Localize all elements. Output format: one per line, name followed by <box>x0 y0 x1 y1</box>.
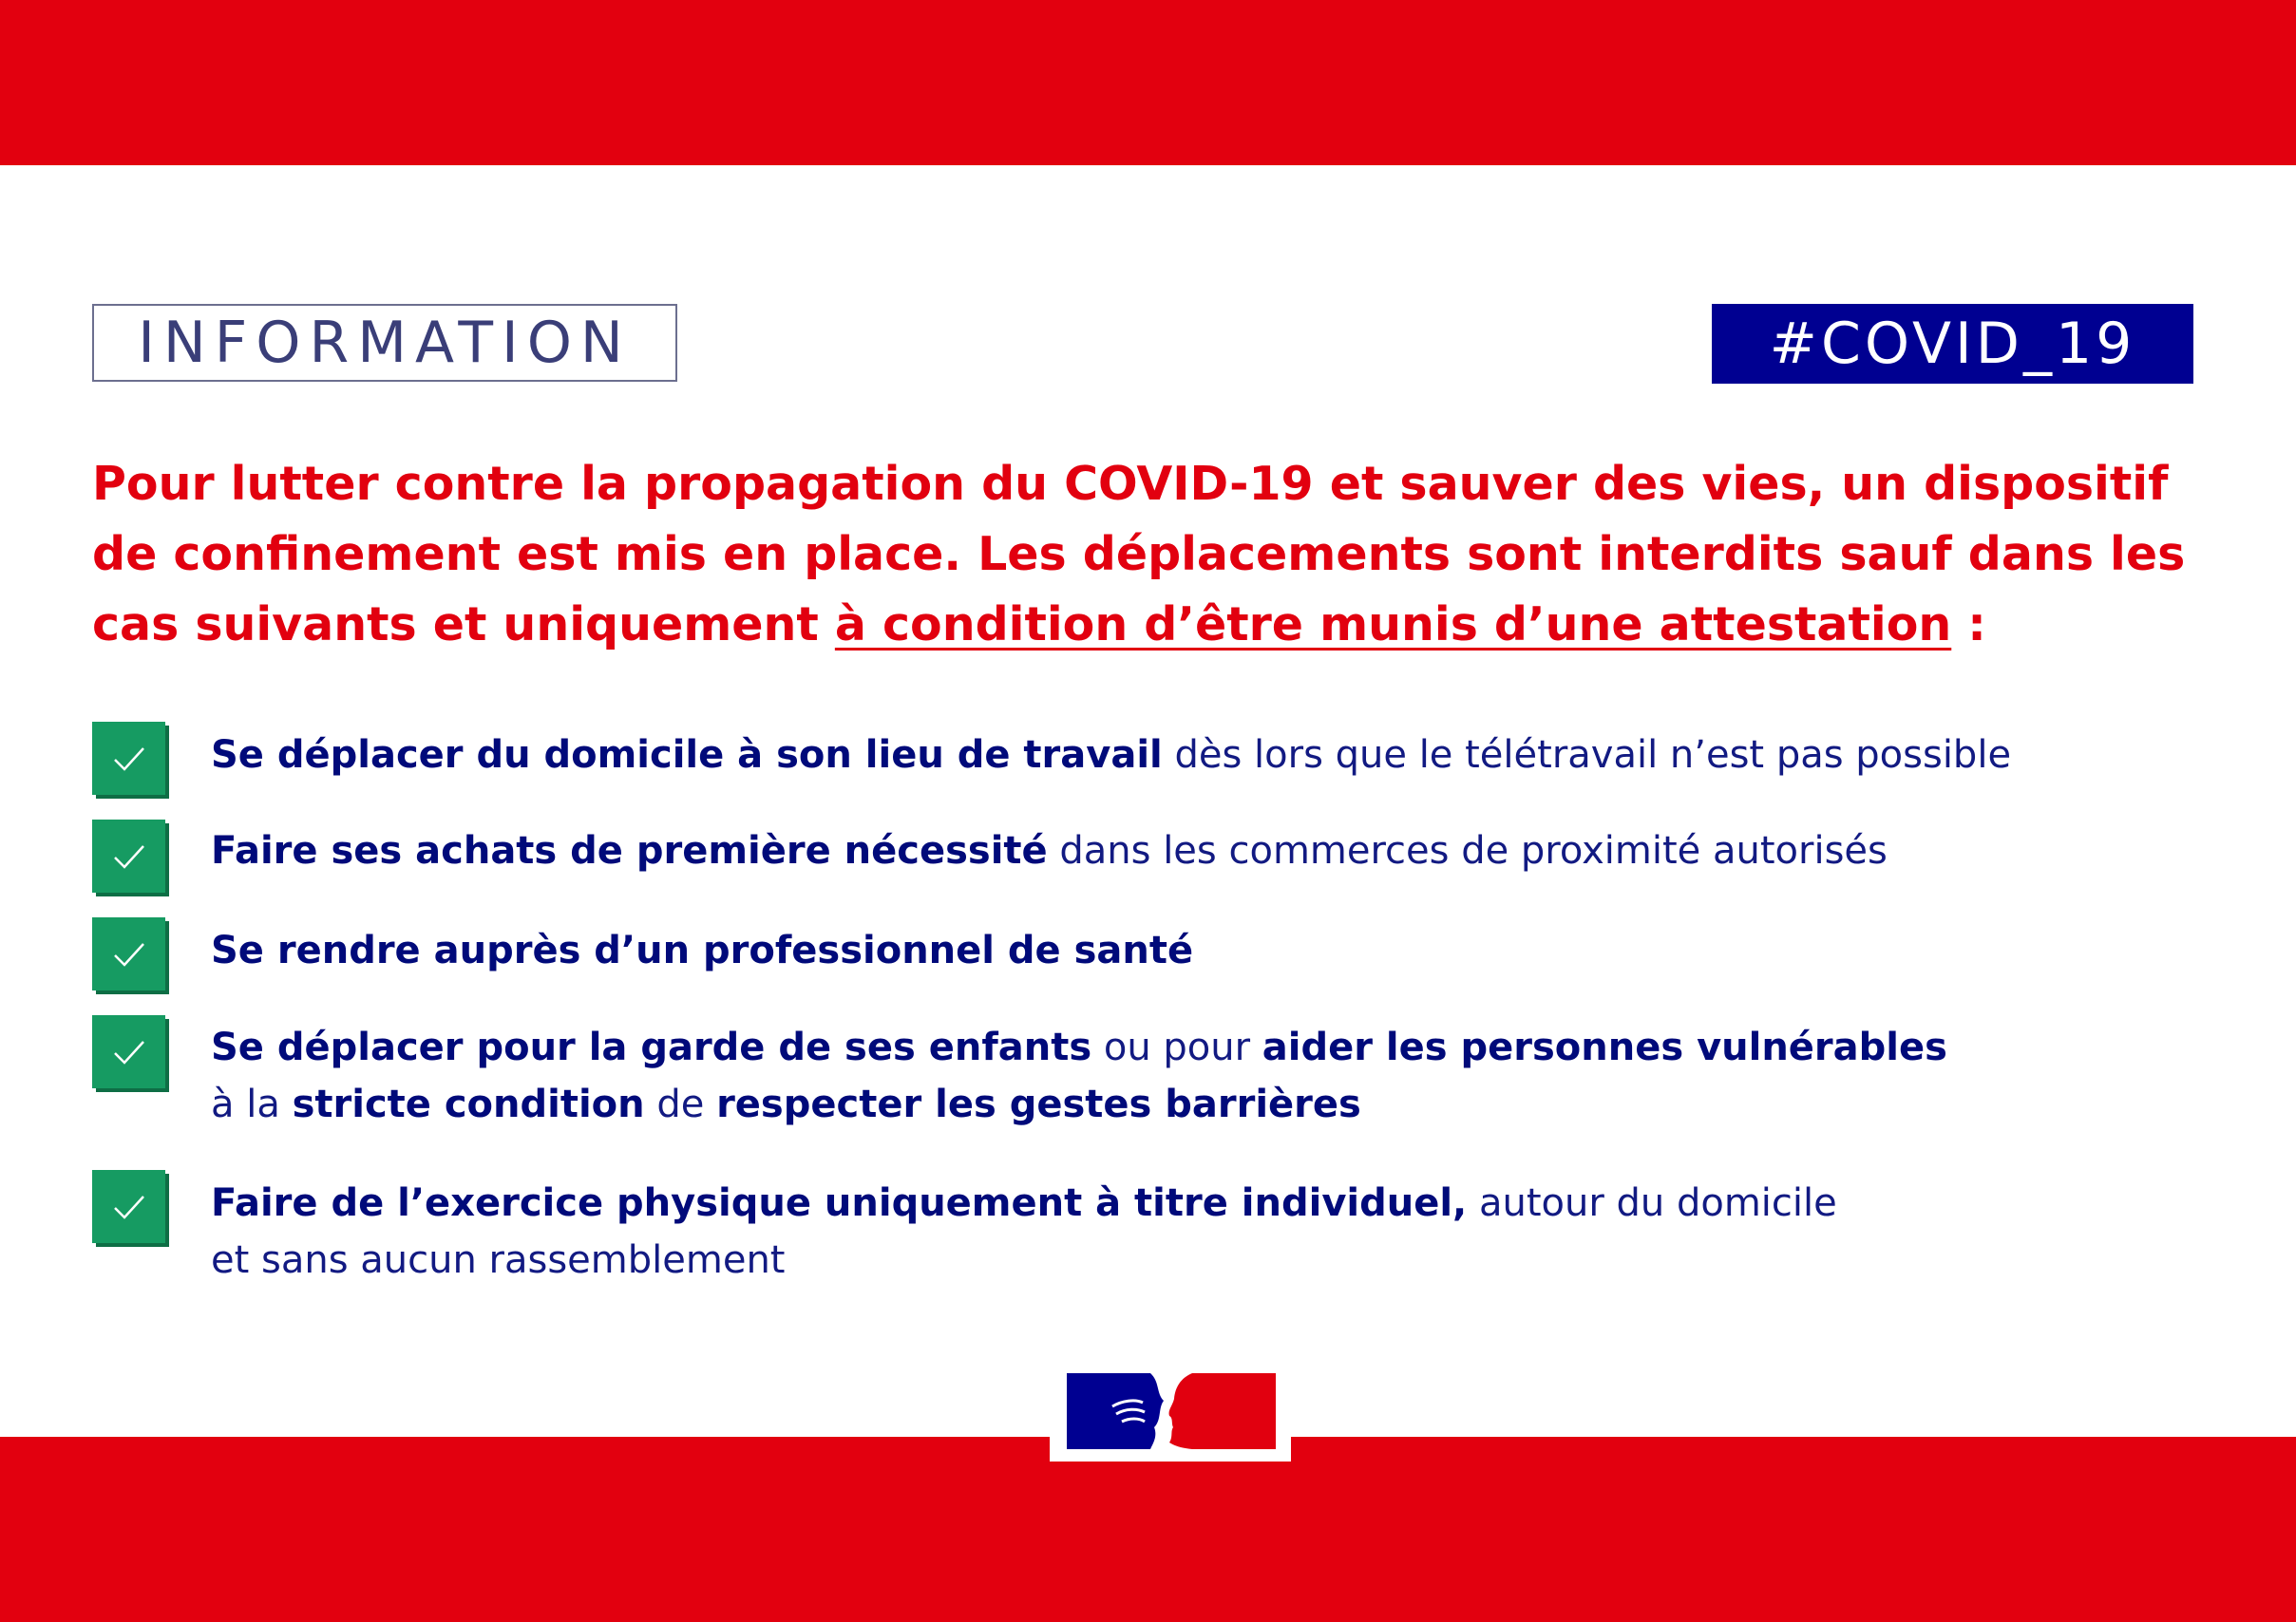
check-icon <box>92 917 165 990</box>
covid-hashtag-text: #COVID_19 <box>1769 311 2136 377</box>
list-item-bold: Faire de l’exercice physique uniquement à titre individuel, <box>211 1181 1468 1225</box>
list-item-rest: et sans aucun rassemblement <box>211 1238 786 1282</box>
list-item-text <box>211 922 2187 979</box>
list-item-bold: respecter les gestes barrières <box>716 1083 1361 1126</box>
list-item-rest: ou pour <box>1091 1026 1262 1069</box>
intro-colon: : <box>1951 597 1986 651</box>
list-item-bold: Faire ses achats de première nécessité <box>211 829 1048 873</box>
list-item-text <box>211 1019 2187 1133</box>
list-item-bold: Se rendre auprès d’un professionnel de santé <box>211 929 1194 972</box>
list-item-rest: autour du domicile <box>1467 1181 1837 1225</box>
marianne-logo <box>1050 1370 1291 1462</box>
list-item-bold: Se déplacer du domicile à son lieu de travail <box>211 733 1163 777</box>
check-icon <box>92 820 165 893</box>
list-item-rest: dans les commerces de proximité autorisés <box>1047 829 1888 873</box>
list-item-text <box>211 822 2187 879</box>
top-red-band <box>0 0 2296 165</box>
marianne-profile-icon <box>1050 1370 1291 1462</box>
list-item-rest: de <box>644 1083 717 1126</box>
bottom-red-band <box>0 1437 2296 1622</box>
list-item-bold: stricte condition <box>292 1083 645 1126</box>
list-item-text <box>211 1175 2187 1289</box>
list-item-rest: à la <box>211 1083 293 1126</box>
intro-text: Pour lutter contre la propagation du COVID-19 et sauver des vies, un dispositif de confinement est mis en place. Les déplacements sont interdits sauf dans les cas suivants et uniquement <box>92 457 2186 651</box>
check-icon <box>92 1170 165 1243</box>
information-label <box>92 304 677 382</box>
intro-underlined-text: à condition d’être munis d’une attestation <box>834 597 1952 651</box>
information-label-text: INFORMATION <box>138 310 632 376</box>
check-icon <box>92 722 165 795</box>
intro-paragraph <box>92 449 2230 660</box>
list-item-bold: Se déplacer pour la garde de ses enfants <box>211 1026 1092 1069</box>
check-icon <box>92 1015 165 1088</box>
covid-hashtag-badge <box>1712 304 2193 384</box>
list-item-bold: aider les personnes vulnérables <box>1262 1026 1947 1069</box>
list-item-rest: dès lors que le télétravail n’est pas possible <box>1162 733 2012 777</box>
list-item-text <box>211 726 2187 783</box>
